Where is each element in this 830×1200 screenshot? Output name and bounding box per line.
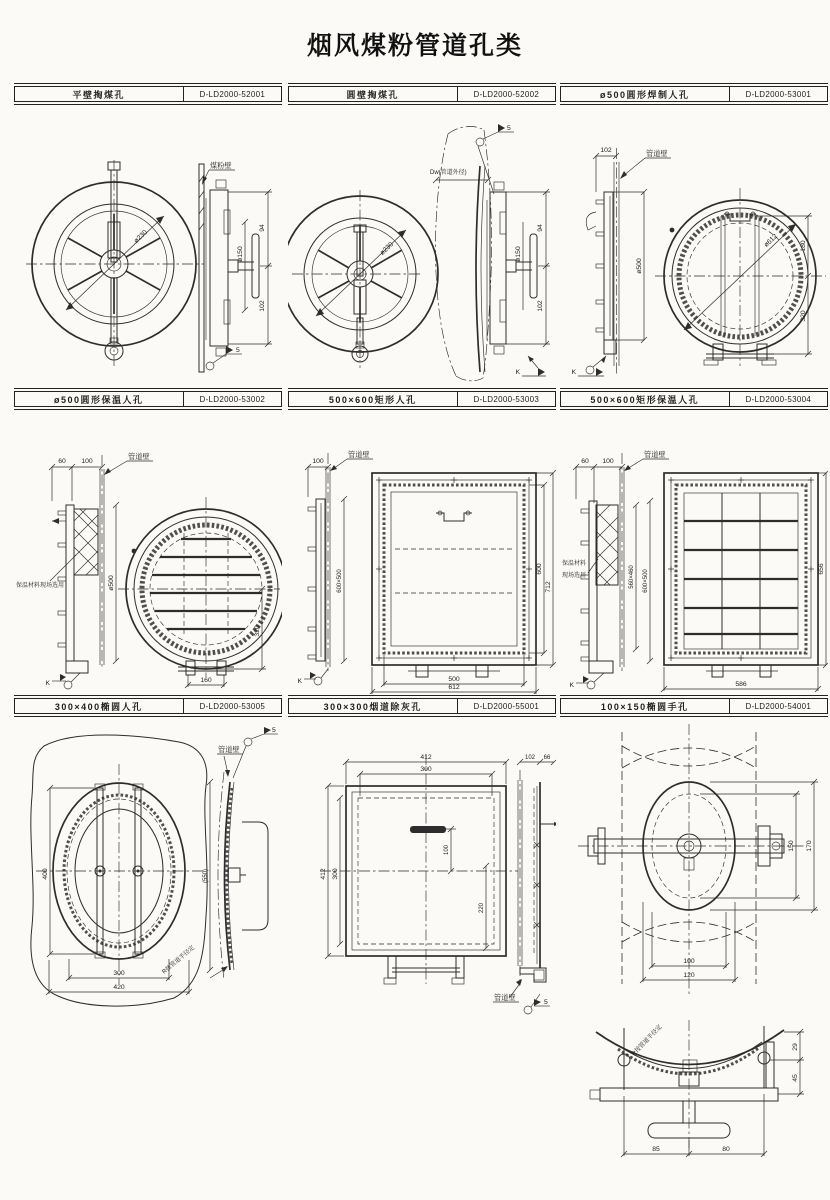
dim-100: 100 (683, 958, 695, 965)
dim-300-left: 300 (332, 868, 339, 880)
panel-round-wall-coal-hole (288, 83, 556, 388)
dim-60: 60 (58, 458, 66, 465)
radius-note: R按管道半径定 (161, 945, 197, 976)
panel-number: D-LD2000-53001 (729, 87, 827, 101)
panel-500-round-insulated-manhole (14, 388, 282, 695)
dim-600x500: 600×500 (337, 569, 343, 593)
dim-600x500: 600×500 (643, 569, 649, 593)
panel-title: 平壁掏煤孔 (72, 89, 126, 100)
pipe-outline (430, 127, 492, 381)
weld-k: K (297, 678, 302, 685)
dim-45: 45 (792, 1074, 799, 1082)
dim-300-top: 300 (420, 766, 432, 773)
dim-100: 100 (81, 458, 93, 465)
dim-100: 100 (312, 458, 324, 465)
dim-160: 160 (200, 677, 212, 684)
drawing-round-wall-coal-hole (288, 104, 556, 387)
wall-label: 管道壁 (218, 745, 240, 754)
panel-header (288, 695, 556, 717)
wall-label: 管道壁 (646, 149, 668, 158)
panel-number: D-LD2000-54001 (729, 699, 827, 713)
dim-500: ø500 (636, 258, 643, 274)
panel-number: D-LD2000-53002 (183, 392, 281, 406)
panel-title: 300×400椭圆人孔 (54, 701, 143, 712)
wall-label: 煤粉壁 (210, 161, 232, 170)
panel-title: 300×300烟道除灰孔 (323, 701, 422, 712)
dim-dia: ø230 (132, 229, 149, 245)
panel-number: D-LD2000-55001 (457, 699, 555, 713)
panel-header (288, 388, 556, 410)
dim-300: 300 (113, 970, 125, 977)
panel-header (14, 695, 282, 717)
panel-title: 圆壁掏煤孔 (346, 89, 400, 100)
side-view (199, 161, 272, 372)
weld-size: 5 (507, 125, 511, 132)
front-view (320, 754, 518, 984)
panel-title: ø500圆形保温人孔 (54, 394, 144, 405)
panel-header (560, 388, 828, 410)
dim-102: 102 (524, 755, 536, 761)
dim-612: 612 (448, 684, 460, 691)
panel-rect-manhole (288, 388, 556, 695)
dim-29: 29 (792, 1043, 799, 1051)
dim-dia: ø612 (762, 233, 780, 249)
dim-102: 102 (259, 300, 266, 312)
drawing-500-round-insulated-manhole (14, 409, 282, 694)
dim-550: (550) (203, 868, 209, 884)
dim-120: 120 (683, 972, 695, 979)
dim-220: 220 (479, 902, 485, 914)
panel-flue-ash-hole (288, 695, 556, 1200)
dim-320: 320 (254, 625, 261, 637)
side-view (160, 727, 278, 980)
panel-oval-manhole (14, 695, 282, 1200)
pipe-od-label: Dw(管道外径) (430, 170, 467, 176)
dim-586: 586 (735, 681, 747, 688)
side-view (16, 452, 153, 689)
front-view (26, 160, 204, 366)
panel-number: D-LD2000-53005 (183, 699, 281, 713)
weld-k: K (569, 682, 574, 689)
dim-320: 320 (800, 310, 807, 322)
dim-dia: ø230 (378, 241, 395, 257)
panel-header (14, 83, 282, 105)
panel-number: D-LD2000-52001 (183, 87, 281, 101)
panel-header (288, 83, 556, 105)
drawing-rect-insulated-manhole (560, 409, 828, 694)
side-view (562, 450, 669, 689)
insulation-label-2: 现场选用 (562, 573, 587, 579)
panel-flat-wall-coal-hole (14, 83, 282, 388)
front-view (369, 470, 556, 694)
dim-412-left: 412 (320, 868, 327, 880)
panel-header (560, 695, 828, 717)
pipe-view (578, 724, 818, 994)
radius-note: R按管道半径定 (631, 1024, 664, 1058)
drawing-flue-ash-hole (288, 716, 556, 1196)
insulation-label-1: 保温材料 (562, 561, 587, 567)
panel-title: ø500圆形焊制人孔 (600, 89, 690, 100)
drawing-flat-wall-coal-hole (14, 104, 282, 387)
saddle-view (590, 1020, 804, 1157)
drawing-oval-handhole (560, 716, 828, 1196)
panel-title: 100×150椭圆手孔 (600, 701, 689, 712)
dim-500: ø500 (108, 575, 115, 591)
page-title: 烟风煤粉管道孔类 (306, 31, 523, 60)
wall-label: 管道壁 (348, 450, 370, 459)
weld-k: K (515, 369, 520, 376)
dim-100: 100 (602, 458, 614, 465)
dim-180: 180 (800, 240, 807, 252)
dim-150: ø150 (515, 246, 522, 262)
panel-number: D-LD2000-53003 (457, 392, 555, 406)
front-view (288, 190, 438, 368)
wall-label: 管道壁 (494, 993, 516, 1002)
side-view (297, 450, 373, 685)
dim-420: 420 (113, 984, 125, 991)
dim-170: 170 (806, 840, 813, 852)
dim-400: 400 (42, 868, 49, 880)
side-view (571, 147, 671, 376)
panel-title: 500×600矩形人孔 (328, 394, 417, 405)
panel-rect-insulated-manhole (560, 388, 828, 695)
side-view (493, 755, 556, 1014)
dim-80: 80 (722, 1146, 730, 1153)
drawing-500-round-welded-manhole (560, 104, 828, 387)
front-view (31, 735, 207, 1006)
insulation-label: 保温材料现场选用 (16, 583, 65, 589)
weld-k: K (45, 680, 50, 687)
dim-150: ø150 (237, 246, 244, 262)
side-view (476, 124, 550, 376)
dim-60: 60 (581, 458, 589, 465)
front-view (661, 471, 828, 692)
dim-66: 66 (543, 755, 551, 761)
dim-94: 94 (537, 224, 544, 232)
dim-94: 94 (259, 224, 266, 232)
drawing-rect-manhole (288, 409, 556, 694)
dim-100: 100 (444, 844, 450, 856)
panel-title: 500×600矩形保温人孔 (590, 394, 700, 405)
dim-600: 600 (536, 563, 543, 575)
weld-k: K (571, 369, 576, 376)
wall-label: 管道壁 (644, 450, 666, 459)
drawing-oval-manhole (14, 716, 282, 1196)
weld-size: 5 (544, 999, 548, 1006)
dim-102: 102 (537, 300, 544, 312)
dim-656: 656 (818, 563, 825, 575)
dim-150: 150 (788, 840, 795, 852)
dim-102: 102 (600, 147, 612, 154)
weld-size: 5 (272, 727, 276, 734)
dim-412-top: 412 (420, 754, 432, 761)
front-view (118, 497, 282, 688)
panel-header (14, 388, 282, 410)
wall-label: 管道壁 (128, 452, 150, 461)
weld-size: 5 (236, 347, 240, 354)
dim-712: 712 (545, 581, 552, 593)
panel-number: D-LD2000-52002 (457, 87, 555, 101)
dim-500: 500 (448, 676, 460, 683)
panel-500-round-welded-manhole (560, 83, 828, 388)
panel-number: D-LD2000-53004 (729, 392, 827, 406)
panel-header (560, 83, 828, 105)
dim-85: 85 (652, 1146, 660, 1153)
dim-560x460: 560×460 (629, 565, 635, 589)
panel-oval-handhole (560, 695, 828, 1200)
front-view (655, 188, 826, 366)
